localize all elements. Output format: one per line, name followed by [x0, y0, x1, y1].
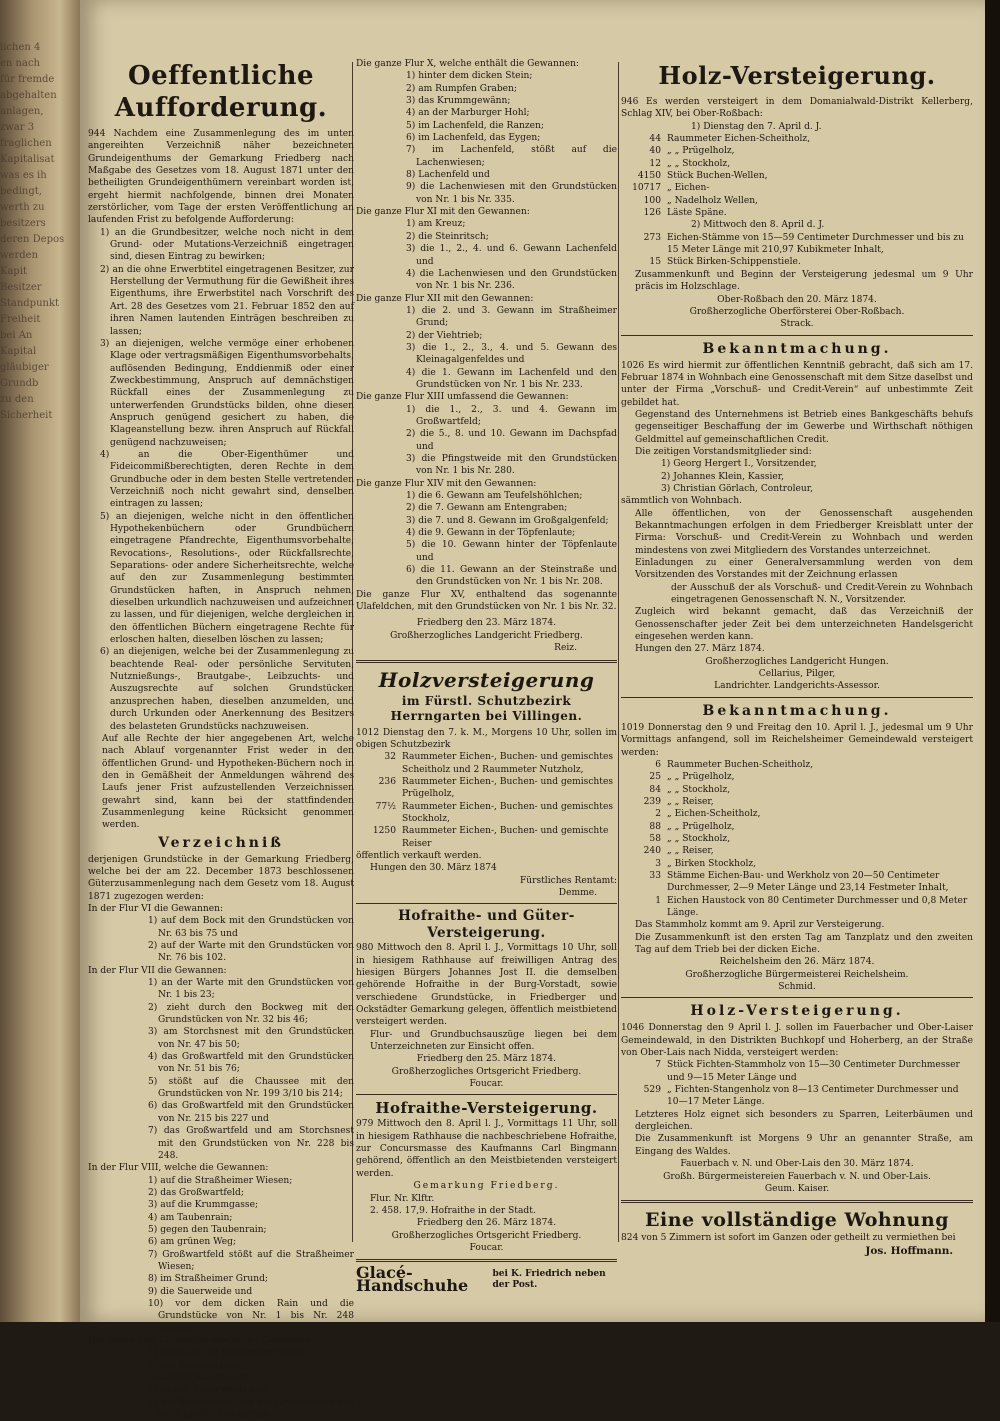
register-intro: derjenigen Grundstücke in der Gemarkung Friedberg, welche bei der am 22. December 1873 beschlossenen Güterzusammenlegung nach dem Gesetz vom 18. August 1871 zugezogen werden:: [88, 854, 354, 902]
quantity: 88: [649, 821, 661, 832]
flur-entry: 1) auf dem Bock mit den Grundstücken von Nr. 63 bis 75 und: [148, 916, 354, 939]
ad-title: Hofraithe-Versteigerung.: [375, 1099, 598, 1118]
ad-date: Hungen den 30. März 1874: [370, 863, 497, 874]
flur-entry: 3) am Storchsnest mit den Grundstücken von Nr. 47 bis 50;: [148, 1027, 354, 1050]
ad-text: Zusammenkunft und Beginn der Versteigerung jedesmal um 9 Uhr präcis im Holzschlage.: [635, 269, 973, 293]
ad-subtitle: im Fürstl. Schutzbezirk Herrngarten bei Villingen.: [390, 693, 583, 723]
flur-entry: 6) die 11. Gewann an der Steinstraße und den Grundstücken von Nr. 1 bis Nr. 208.: [406, 565, 617, 588]
quantity: 6: [655, 759, 661, 770]
flur-entry: 9) die Lachenwiesen mit den Grundstücken von Nr. 1 bis Nr. 335.: [406, 182, 617, 205]
divider: [356, 1259, 617, 1262]
flur-entry: 2) der Viehtrieb;: [406, 330, 483, 341]
column-1: [88, 58, 354, 1421]
quantity: 1: [655, 895, 661, 906]
ad-row: [621, 182, 973, 194]
column-2: [356, 58, 617, 1308]
notice-point: 3) an diejenigen, welche vermöge einer erhobenen Klage oder vertragsmäßigen Eigenthumsvorbehalts, auflösenden Bedingung, Enddienmiß oder einer Zweckbestimmung, Anspruch auf demnächstigen Rückfall eines der Zusammenlegung zu unterwerfenden Grundstücks bilden, ohne diesen Anspruch genügend gesichert zu haben, die Klageanstellung bezw. ihren Anspruch auf Rückfall genügend nachzuweisen;: [100, 338, 354, 448]
description: „ „ Reiser,: [667, 796, 714, 807]
quantity: 240: [643, 846, 661, 857]
quantity: 3: [655, 858, 661, 869]
description: Läste Späne.: [667, 208, 727, 219]
column-rule: [618, 62, 619, 1242]
flur-entry: 8) Lachenfeld und: [406, 170, 490, 181]
flur-entry: 5) im Lachenfeld, die Ranzen;: [406, 120, 544, 131]
flur-entry: 3) auf die Sauerweide;: [148, 1373, 253, 1384]
flur-entry: 3) auf die Krummgasse;: [148, 1200, 259, 1211]
ad-row: [621, 133, 973, 145]
flur-entry: 6) am grünen Weg;: [148, 1237, 237, 1248]
flur-entry: 4) die Lachenwiesen und den Grundstücken von Nr. 1 bis Nr. 236.: [406, 268, 617, 292]
flur-entry: 1) hinter dem dicken Stein;: [406, 71, 533, 82]
flur-entry: 7) Großwartfeld stößt auf die Straßheimer Wiesen;: [148, 1249, 354, 1272]
ad-signature-name: Strack.: [780, 319, 814, 330]
ad-row: [621, 833, 973, 845]
flur-entry: 4) am Taubenrain;: [148, 1212, 233, 1223]
flur-heading: In der Flur VII die Gewannen:: [88, 965, 227, 976]
notice-points: [88, 227, 354, 733]
flur-entry: 1) die 6. Gewann am Teufelshöhlchen;: [406, 491, 583, 502]
divider: [621, 997, 973, 998]
ad-text: bei K. Friedrich neben der Post.: [492, 1268, 606, 1290]
description: „ „ Stockholz,: [667, 833, 731, 844]
flur-entry: 5) die 10. Gewann hinter der Töpfenlaute und: [406, 540, 617, 563]
ad-text: 980 Mittwoch den 8. April l. J., Vormittags 10 Uhr, soll in hiesigem Rathhause auf freiwilligen Antrag des hiesigen Bürgers Johannes Jost II. die demselben gehörende Hofraithe in der Burg-Vorstadt, sowie verschiedene Grundstücke, in Friedberger und Ockstädter Gemarkung gelegen, öffentlich meistbietend versteigert werden.: [356, 943, 617, 1028]
flur-entry: 2) die 5., 8. und 10. Gewann im Dachspfad und: [406, 429, 617, 452]
ad-text: Alle öffentlichen, von der Genossenschaft ausgehenden Bekanntmachungen erfolgen in dem Friedberger Kreisblatt unter der Firma: Vorschuß- und Credit-Verein zu Wohnbach und werden mindestens von zwei Mitgliedern des Vorstandes unterzeichnet.: [635, 508, 973, 556]
quantity: 25: [649, 772, 661, 783]
ad-text: Zugleich wird bekannt gemacht, daß das Verzeichniß der Genossenschafter jeder Zeit bei dem unterzeichneten Handelsgericht eingesehen werden kann.: [635, 607, 973, 643]
ad-row: [621, 858, 973, 870]
flur-entry: 4) an der Sauerweide und: [148, 1385, 268, 1396]
ad-text: Flur- und Grundbuchsauszüge liegen bei dem Unterzeichneten zur Einsicht offen.: [370, 1029, 617, 1053]
ad-text: Einladungen zu einer Generalversammlung werden von dem Vorsitzenden des Vorstandes mit der Zeichnung erlassen: [635, 558, 973, 581]
flur-heading: Die ganze Flur X, welche enthält die Gewannen:: [356, 59, 579, 69]
quantity: 4150: [637, 171, 661, 182]
ad-signature-name: Schmid.: [778, 982, 816, 993]
flur-entry: 2) am Rumpfen Graben;: [406, 83, 517, 94]
description: „ Birken Stockholz,: [667, 858, 757, 869]
member: 1) Georg Hergert I., Vorsitzender,: [661, 459, 817, 470]
flur-entry: 1) die 2. und 3. Gewann im Straßheimer Grund;: [406, 305, 617, 329]
flur-entry: 3) die 7. und 8. Gewann im Großgalgenfeld;: [406, 515, 609, 526]
ad-title: Bekanntmachung.: [702, 340, 892, 357]
description: Raummeter Buchen-Scheitholz,: [667, 759, 814, 770]
description: Raummeter Eichen-, Buchen- und gemischte Reiser: [402, 826, 609, 849]
flur-entry: 1) auf die Straßheimer Wiesen;: [148, 1175, 293, 1186]
newspaper-page: [80, 0, 985, 1421]
flur-entry: 6) im Lachenfeld, das Eygen;: [406, 133, 541, 144]
ad-signature-name: Jos. Hoffmann.: [865, 1244, 953, 1257]
ad-entry: 2. 458. 17,9. Hofraithe in der Stadt.: [370, 1205, 536, 1216]
ad-text: Gegenstand des Unternehmens ist Betrieb eines Bankgeschäfts behufs gegenseitiger Beschaffung der im Gewerbe und Wirthschaft nöthigen Geldmittel auf gemeinschaftlichen Credit.: [635, 409, 973, 445]
ad-day: 1) Dienstag den 7. April d. J.: [691, 121, 822, 132]
register-title: Verzeichniß: [158, 834, 284, 851]
ad-signature-name: Foucar.: [469, 1079, 504, 1090]
ad-signature: Fürstliches Rentamt:: [519, 875, 617, 886]
flur-entry: 3) die Pfingstweide mit den Grundstücken von Nr. 1 bis Nr. 280.: [406, 454, 617, 477]
description: Raummeter Eichen-, Buchen- und gemischtes Scheitholz und 2 Raummeter Nutzholz,: [402, 752, 613, 775]
divider: [356, 1094, 617, 1095]
notice-point: 2) an die ohne Erwerbtitel eingetragenen Besitzer, zur Herstellung der Vermuthung für die Gewißheit ihres Eigenthums, ihre Erwerbstitel nach Vorschrift des Art. 28 des Gesetzes vom 21. Februar 1852 den auf ihren Namen lautenden Einträgen beschreiben zu lassen;: [100, 264, 354, 337]
notice-signature-name: Reiz.: [554, 643, 577, 654]
flur-entry: 1) am Kreuz;: [406, 219, 466, 230]
ad-text: Die Zusammenkunft ist Morgens 9 Uhr an genannter Straße, am Eingang des Waldes.: [635, 1134, 973, 1157]
flur-heading: Die ganze Flur XI mit den Gewannen:: [356, 207, 530, 218]
quantity: 126: [643, 208, 661, 219]
flur-entry: 1) die 1., 2., 3. und 4. Gewann im Großwartfeld;: [406, 404, 617, 427]
ad-row: [621, 784, 973, 796]
ad-row: [621, 870, 973, 895]
flur-entry: 10) vor dem dicken Rain und die Grundstücke von Nr. 1 bis Nr. 248 enthält.: [148, 1298, 354, 1334]
ad-row: [621, 845, 973, 857]
notice-point: 5) an diejenigen, welche nicht in den öffentlichen Hypothekenbüchern oder Grundbüchern eingetragene Pfandrechte, Eigenthumsvorbehalte, Revocations-, Resolutions-, oder Rückfallsrechte, Separations- oder andere Sicherheitsrechte, welche auf den zur Zusammenlegung bestimmten Grundstücken haften, in Anspruch nehmen, dieselben urkundlich nachzuweisen und aufzeichnen zu lassen, und für diejenigen, welche dergleichen in den öffentlichen Büchern eingetragene Rechte für erloschen halten, dieselben löschen zu lassen;: [100, 511, 354, 646]
ad-date: Reichelsheim den 26. März 1874.: [719, 957, 875, 968]
notice-intro: 944 Nachdem eine Zusammenlegung des im unten angereihten Verzeichniß näher bezeichneten Grundeigenthums der Gemarkung Friedberg nach Maßgabe des Gesetzes vom 18. August 1871 unter den betheiligten Grundeigenthümern vereinbart worden ist, ergeht hiermit nachfolgende, binnen drei Monaten zerstörlicher, vom Tage der ersten Veröffentlichung an laufenden Frist zu befolgende Aufforderung:: [88, 129, 354, 226]
description: „ Eichen-: [667, 183, 710, 194]
description: Eichen Haustock von 80 Centimeter Durchmesser und 0,8 Meter Länge.: [667, 895, 968, 918]
flur-entry: 8) im Straßheimer Grund;: [148, 1274, 268, 1285]
ad-signature: Großherzogliche Bürgermeisterei Reichelsheim.: [685, 969, 909, 980]
quantity: 15: [649, 257, 661, 268]
description: Stämme Eichen-Bau- und Werkholz von 20—50 Centimeter Durchmesser, 2—9 Meter Länge und 23,14 Festmeter Inhalt,: [667, 870, 949, 894]
flur-heading: Die ganze Flur IX, welche wieder die Gewannen:: [88, 1336, 314, 1346]
description: „ Nadelholz Wellen,: [667, 195, 758, 206]
ad-text: 1046 Donnerstag den 9 April l. J. sollen im Fauerbacher und Ober-Laiser Gemeindewald, in den Distrikten Buchkopf und Hoherberg, an der Straße von Ober-Lais nach Nidda, versteigert werden:: [621, 1023, 973, 1059]
page-edge: [985, 0, 1000, 1322]
divider: [621, 335, 973, 336]
flur-entry: 2) das Großwartfeld;: [148, 1187, 244, 1198]
ad-row: [621, 1084, 973, 1109]
ad-signature: Großherzogliches Ortsgericht Friedberg.: [391, 1066, 582, 1077]
quantity: 236: [378, 776, 396, 787]
description: Raummeter Eichen-Scheitholz,: [667, 134, 811, 145]
divider: [356, 903, 617, 904]
ad-signature: Cellarius, Pilger,: [758, 669, 836, 680]
ad-title: Holz-Versteigerung.: [658, 61, 936, 90]
notice-point: 6) an diejenigen, welche bei der Zusammenlegung zu beachtende Real- oder persönliche Servituten, Nutznießungs-, Brautgabe-, Leibzuchts- und Auszugsrechte auf solchen Grundstücken anzusprechen haben, dieselben anzumelden, und durch Urkunden oder Anerkennung des Besitzers des belasteten Grundstücks nachzuweisen.: [100, 647, 354, 732]
ad-text: öffentlich verkauft werden.: [356, 850, 482, 861]
quantity: 44: [649, 134, 661, 145]
ad-row: [621, 895, 973, 920]
notice-title: Oeffentliche Aufforderung.: [114, 61, 328, 123]
quantity: 84: [649, 784, 661, 795]
flur-entry: 2) auf der Warte mit den Grundstücken von Nr. 76 bis 102.: [148, 941, 354, 964]
ad-text: 946 Es werden versteigert in dem Domanialwald-Distrikt Kellerberg, Schlag XIV, bei Ober-Roßbach:: [621, 97, 973, 120]
description: Raummeter Eichen-, Buchen- und gemischtes Prügelholz,: [402, 776, 613, 800]
ad-day: 2) Mittwoch den 8. April d. J.: [691, 220, 825, 231]
ad-text: Letzteres Holz eignet sich besonders zu Sparren, Leiterbäumen und dergleichen.: [635, 1109, 973, 1133]
flur-entry: 2) das Großwartfeld;: [148, 1360, 244, 1371]
ad-row: [621, 158, 973, 170]
ad-text: 824 von 5 Zimmern ist sofort im Ganzen oder getheilt zu vermiethen bei: [621, 1233, 956, 1244]
flur-entry: 2) die Steinritsch;: [406, 231, 489, 242]
ad-row: [621, 170, 973, 182]
quantity: 1250: [372, 826, 396, 837]
quantity: 40: [649, 146, 661, 157]
flur-heading: Die ganze Flur XIII umfassend die Gewannen:: [356, 392, 569, 403]
description: Stück Fichten-Stammholz von 15—30 Centimeter Durchmesser und 9—15 Meter Länge und: [667, 1060, 960, 1083]
ad-signature: Landrichter. Landgerichts-Assessor.: [714, 681, 880, 692]
divider: [621, 1200, 973, 1203]
ad-row: [621, 759, 973, 771]
description: „ „ Reiser,: [667, 846, 714, 857]
flur-heading: In der Flur VI die Gewannen:: [88, 903, 224, 914]
ad-row: [621, 207, 973, 219]
ad-text: 1019 Donnerstag den 9 und Freitag den 10. April l. J., jedesmal um 9 Uhr Vormittags anfangend, soll im Reichelsheimer Gemeindewald versteigert werden:: [621, 722, 973, 758]
ad-signature-name: Geum. Kaiser.: [764, 1183, 830, 1194]
ad-text: 979 Mittwoch den 8. April l. J., Vormittags 11 Uhr, soll in hiesigem Rathhause die nachbeschriebene Hofraithe, zur Concursmasse des Kaufmanns Carl Bingmann gehörend, öffentlich an den Meistbietenden versteigert werden.: [356, 1119, 617, 1179]
ad-title: Holzversteigerung: [378, 667, 595, 692]
flur-entry: 2) die 7. Gewann am Entengraben;: [406, 503, 568, 514]
divider: [356, 660, 617, 663]
flur-entry: 4) die 9. Gewann in der Töpfenlaute;: [406, 528, 576, 539]
notice-closing: Auf alle Rechte der hier angegebenen Art, welche nach Ablauf vorgenannter Frist weder in den öffentlichen Grund- und Hypotheken-Büchern noch in den in Gemäßheit der Anmeldungen während des Laufs jener Frist aufzustellenden Verzeichnissen gewahrt sind, kann bei der stattfindenden Zusammenlegung keine Rücksicht genommen werden.: [102, 733, 354, 831]
flur-entry: 4) das Großwartfeld mit den Grundstücken von Nr. 51 bis 76;: [148, 1052, 354, 1075]
description: „ Fichten-Stangenholz von 8—13 Centimeter Durchmesser und 10—17 Meter Länge.: [667, 1085, 959, 1108]
ad-title: Hofraithe- und Güter-Versteigerung.: [398, 908, 575, 942]
description: „ „ Prügelholz,: [667, 821, 735, 832]
ad-signature: Großherzogliche Oberförsterei Ober-Roßbach.: [689, 306, 905, 317]
quantity: 32: [384, 752, 396, 763]
divider: [621, 697, 973, 698]
ad-date: Friedberg den 25. März 1874.: [416, 1054, 557, 1065]
ad-signature: Großh. Bürgermeistereien Fauerbach v. N. und Ober-Lais.: [663, 1171, 931, 1182]
ad-signature: Großherzogliches Ortsgericht Friedberg.: [391, 1230, 582, 1241]
quantity: 529: [643, 1085, 661, 1096]
quantity: 239: [643, 796, 661, 807]
glove-ad: [356, 1263, 617, 1295]
ad-text: Das Stammholz kommt am 9. April zur Versteigerung.: [635, 920, 885, 931]
ad-signature-name: Demme.: [558, 887, 597, 898]
ad-row: [621, 771, 973, 783]
ad-row: [356, 751, 617, 776]
adjacent-page-text: lichen 4 en nach für fremde abgehalten anlagen, zwar 3 fraglichen Kapitalisat was es ih bedingt, werth zu besitzers deren Depos werden Kapit Besitzer Standpunkt Freiheit bei An Kapital gläubiger Grundb zu den Sicherheit: [0, 42, 65, 421]
ad-date: Friedberg den 26. März 1874.: [416, 1218, 557, 1229]
flur-entry: 7) das Großwartfeld und am Storchsnest mit den Grundstücken von Nr. 228 bis 248.: [148, 1126, 354, 1161]
ad-text: Die Zusammenkunft ist den ersten Tag am Tanzplatz und den zweiten Tag auf dem Trieb bei der dicken Eiche.: [635, 932, 973, 955]
ad-signature: Großherzogliches Landgericht Hungen.: [705, 656, 889, 667]
flur-entry: 6) das Großwartfeld mit den Grundstücken von Nr. 215 bis 227 und: [148, 1101, 354, 1124]
description: „ „ Stockholz,: [667, 784, 731, 795]
flur-entry: 7) im Lachenfeld, stößt auf die Lachenwiesen;: [406, 145, 617, 168]
ad-date: Hungen den 27. März 1874.: [635, 644, 765, 655]
ad-row: [621, 145, 973, 157]
ad-row: [356, 801, 617, 826]
ad-row: [621, 808, 973, 820]
flur-entry: 3) die 1., 2., 3., 4. und 5. Gewann des Kleinagalgenfeldes und: [406, 342, 617, 366]
ad-gemarkung: Gemarkung Friedberg.: [413, 1181, 560, 1192]
member: 2) Johannes Klein, Kassier,: [661, 471, 784, 482]
description: „ „ Prügelholz,: [667, 772, 735, 783]
flur-entry: 5) gegen den Taubenrain;: [148, 1224, 267, 1235]
notice-point: 1) an die Grundbesitzer, welche noch nicht in dem Grund- oder Mutations-Verzeichniß eingetragen sind, diesen Eintrag zu bewirken;: [100, 227, 354, 263]
ad-text: Die zeitigen Vorstandsmitglieder sind:: [635, 446, 812, 457]
quantity: 77½: [375, 801, 396, 812]
ad-date: Ober-Roßbach den 20. März 1874.: [717, 294, 877, 305]
flur-heading: Die ganze Flur XV, enthaltend das sogenannte Ulafeldchen, mit den Grundstücken von Nr. 1 bis Nr. 32.: [356, 589, 617, 613]
column-3: [621, 58, 973, 1308]
ad-row: [621, 256, 973, 268]
ad-row: [621, 1059, 973, 1084]
ad-row: [356, 825, 617, 850]
description: „ „ Stockholz,: [667, 158, 731, 169]
flur-heading: Die ganze Flur XII mit den Gewannen:: [356, 293, 534, 304]
ad-row: [621, 195, 973, 207]
ad-text: 1026 Es wird hiermit zur öffentlichen Kenntniß gebracht, daß sich am 17. Februar 1874 in Wohnbach eine Genossenschaft mit dem Sitze daselbst und unter der Firma „Vorschuß- und Credit-Verein“ auf unbestimmte Zeit gebildet hat.: [621, 360, 973, 408]
quantity: 33: [649, 870, 661, 881]
description: Stück Birken-Schippenstiele.: [667, 257, 801, 268]
quantity: 10717: [632, 183, 661, 194]
description: Stück Buchen-Wellen,: [667, 171, 768, 182]
member: 3) Christian Görlach, Controleur,: [661, 483, 813, 494]
quantity: 58: [649, 833, 661, 844]
notice-signature: Großherzogliches Landgericht Friedberg.: [390, 630, 583, 641]
ad-title: Holz-Versteigerung.: [690, 1003, 904, 1020]
description: Eichen-Stämme von 15—59 Centimeter Durchmesser und bis zu 15 Meter Länge mit 210,97 Kubikmeter Inhalt,: [667, 232, 964, 256]
flur-entry: 3) die 1., 2., 4. und 6. Gewann Lachenfeld und: [406, 244, 617, 267]
quantity: 7: [655, 1060, 661, 1071]
flur-heading: In der Flur VIII, welche die Gewannen:: [88, 1163, 269, 1174]
ad-row: [356, 776, 617, 801]
ad-signature-name: Foucar.: [469, 1242, 504, 1253]
flur-entry: 1) an der Warte mit den Grundstücken von Nr. 1 bis 23;: [148, 978, 354, 1001]
ad-row: [621, 796, 973, 808]
adjacent-page-spine: [0, 0, 80, 1322]
flur-entry: 2) zieht durch den Bockweg mit den Grundstücken von Nr. 32 bis 46;: [148, 1002, 354, 1026]
ad-title: Bekanntmachung.: [702, 702, 892, 719]
notice-point: 4) an die Ober-Eigenthümer und Fideicommißberechtigten, deren Rechte in dem Grundbuche oder in dem besten Stelle vertretenden Verzeichniß noch nicht gewahrt sind, denselben eintragen zu lassen;: [100, 449, 354, 510]
quantity: 12: [649, 158, 661, 169]
flur-heading: Die ganze Flur XIV mit den Gewannen:: [356, 478, 537, 489]
ad-text: der Ausschuß der als Vorschuß- und Credit-Verein zu Wohnbach eingetragenen Genossenschaft N. N., Vorsitzender.: [671, 582, 973, 606]
ad-row: [621, 232, 973, 257]
quantity: 100: [643, 195, 661, 206]
flur-entry: 4) die 1. Gewann im Lachenfeld und den Grundstücken von Nr. 1 bis Nr. 233.: [406, 367, 617, 390]
notice-date: Friedberg den 23. März 1874.: [416, 618, 557, 629]
flur-entry: 5) die Sauerweide und die Grundstücke von Nr. 1 bis Nr. 160 enthält.: [148, 1397, 354, 1421]
ad-date: Fauerbach v. N. und Ober-Lais den 30. März 1874.: [680, 1159, 914, 1170]
ad-text: 1012 Dienstag den 7. k. M., Morgens 10 Uhr, sollen im obigen Schutzbezirk: [356, 727, 617, 750]
flur-entry: 1) stößt auf die Wehrheimer Hohl;: [148, 1348, 306, 1359]
ad-row: [621, 821, 973, 833]
ad-text: sämmtlich von Wohnbach.: [621, 496, 743, 507]
flur-entry: 5) stößt auf die Chaussee mit den Grundstücken von Nr. 199 3/10 bis 214;: [148, 1076, 354, 1100]
ad-title: Eine vollständige Wohnung: [645, 1209, 949, 1232]
quantity: 273: [643, 232, 661, 243]
ad-title: Glacé-Handschuhe: [356, 1263, 469, 1295]
description: „ „ Prügelholz,: [667, 146, 735, 157]
ad-columns: Flur. Nr. Klftr.: [370, 1193, 435, 1204]
description: Raummeter Eichen-, Buchen- und gemischtes Stockholz,: [402, 801, 613, 824]
description: „ Eichen-Scheitholz,: [667, 809, 761, 820]
flur-entry: 3) das Krummgewänn;: [406, 96, 511, 107]
flur-entry: 9) die Sauerweide und: [148, 1286, 253, 1297]
flur-entry: 4) an der Marburger Hohl;: [406, 108, 530, 119]
quantity: 2: [655, 809, 661, 820]
